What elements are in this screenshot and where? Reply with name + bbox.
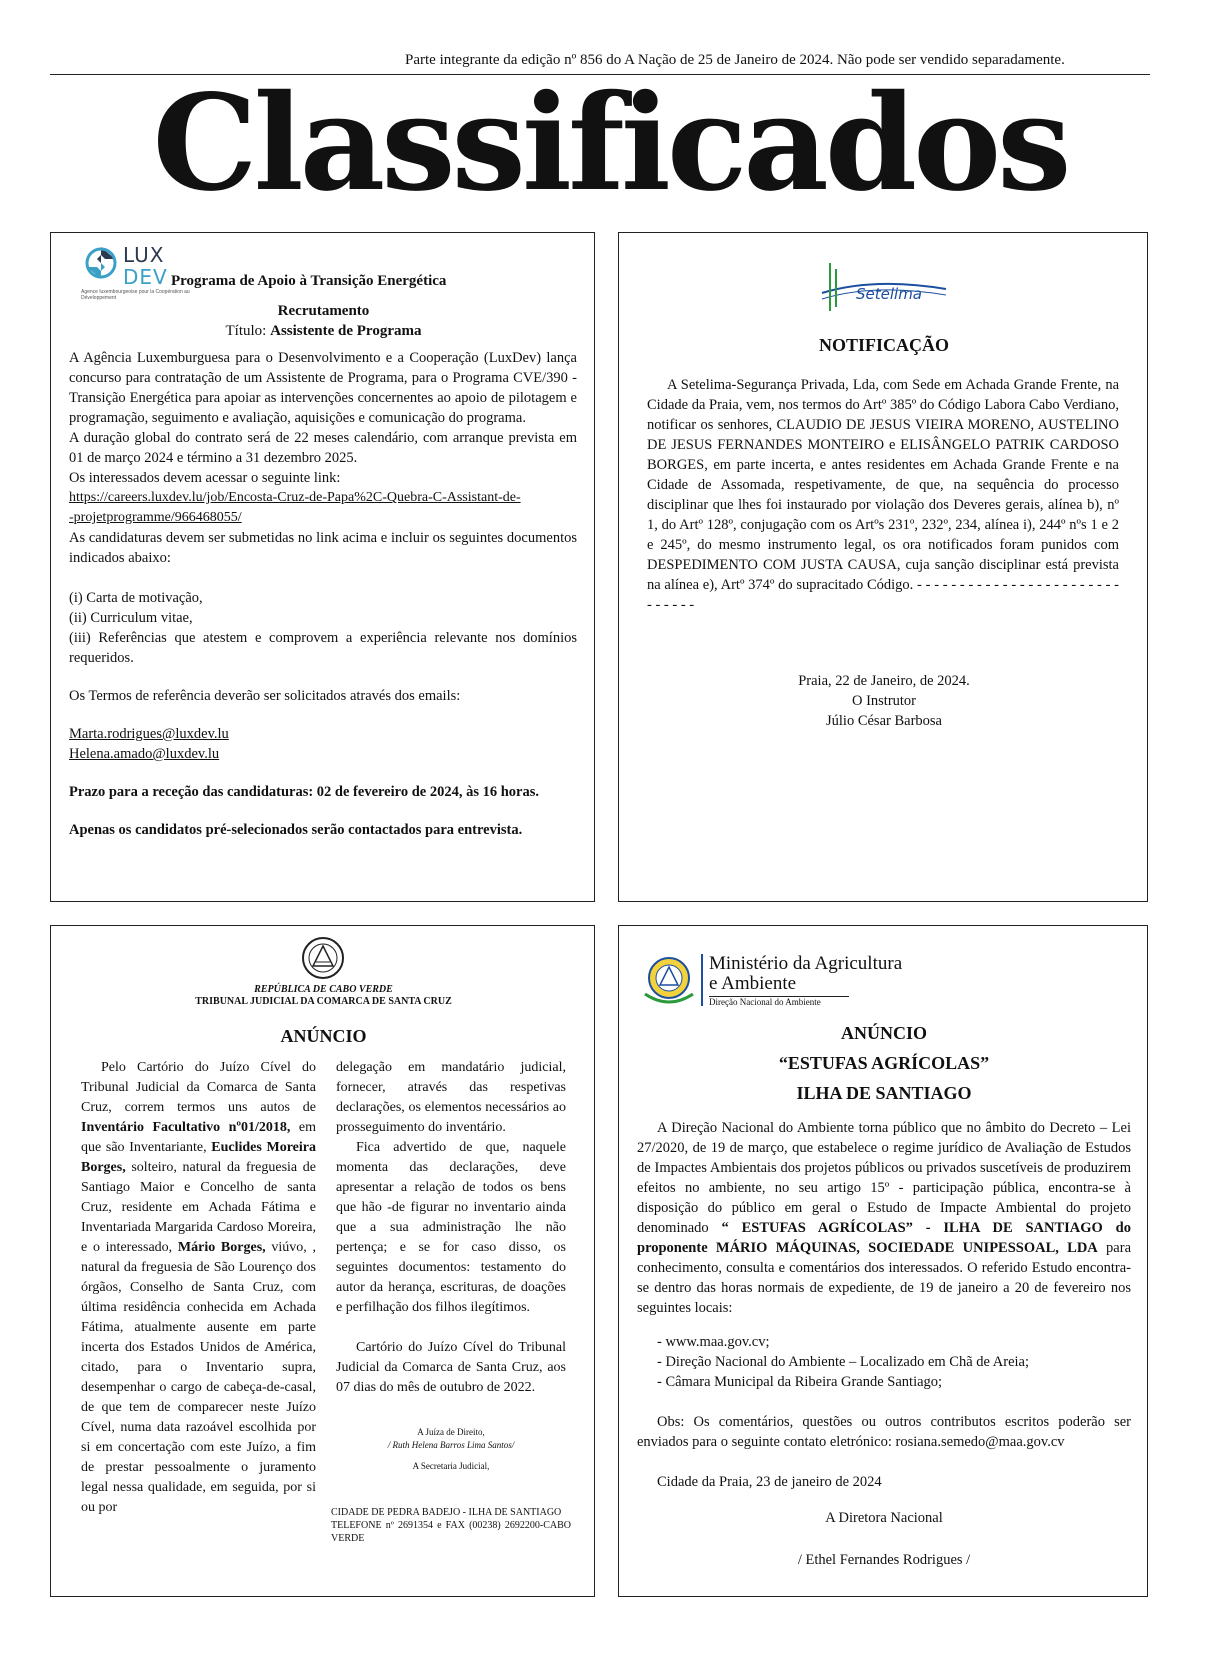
doc-item-1: (i) Carta de motivação, xyxy=(69,590,203,606)
ad-body xyxy=(647,375,1119,615)
obs-text: Obs: Os comentários, questões ou outros contributos escritos poderão ser enviados para o seguinte contato eletrónico: rosiana.semedo@maa.gov.cv xyxy=(637,1414,1131,1450)
ministry-divider xyxy=(701,954,703,1006)
court-address xyxy=(331,1506,571,1545)
ministry-name xyxy=(709,954,902,994)
paragraph-tor: Os Termos de referência deverão ser solicitados através dos emails: xyxy=(69,688,461,704)
ad-heading: NOTIFICAÇÃO xyxy=(818,335,949,355)
paragraph-submission: As candidaturas devem ser submetidas no link acima e incluir os seguintes documentos indicados abaixo: xyxy=(69,530,577,566)
email-link-1[interactable]: Marta.rodrigues@luxdev.lu xyxy=(69,726,229,742)
job-title xyxy=(51,323,596,340)
signature-judge-role: A Juíza de Direito, xyxy=(417,1427,485,1437)
ad-heading: ANÚNCIO xyxy=(280,1026,367,1046)
edition-line: Parte integrante da edição nº 856 do A Nação de 25 de Janeiro de 2024. Não pode ser vendido separadamente. xyxy=(405,52,1065,68)
ad-location: ILHA DE SANTIAGO xyxy=(796,1083,972,1103)
setelima-logo-text: Setelima xyxy=(856,285,922,303)
logo-lux-text: LUX xyxy=(123,243,165,267)
republic-label: REPÚBLICA DE CABO VERDE xyxy=(254,984,393,995)
column-left xyxy=(81,1058,316,1518)
court-label: TRIBUNAL JUDICIAL DA COMARCA DE SANTA CRUZ xyxy=(195,996,452,1007)
ad-heading: Recrutamento xyxy=(277,303,370,319)
doc-item-2: (ii) Curriculum vitae, xyxy=(69,610,193,626)
notification-text: A Setelima-Segurança Privada, Lda, com Sede em Achada Grande Frente, na Cidade da Praia, vem, nos termos do Artº 385º do Código Labora Cabo Verdiano, notificar os senhores, CLAUDIO DE JESUS VIEIRA MORENO, AUSTELINO DE JESUS FERNANDES MONTEIRO e ELISÂNGELO PATRIK CARDOSO BORGES, em parte incerta, e antes residentes em Achada Grande Frente e na Cidade de Assomada, respetivamente, de que, na sequência do processo disciplinar que lhes foi instaurado por violação dos Deveres gerais, alínea b), nº 1, do Artº 128º, conjugação com os Artºs 231º, 232º, 234, alínea i), 244º nºs 1 e 2 e 245º, do mesmo instrumento legal, os ora notificados foram punidos com DESPEDIMENTO COM JUSTA CAUSA, cuja sanção disciplinar está prevista na alínea e), Artº 374º do supracitado Código. - - - - - - - - - - - - - - - - - - - - - - - - - - - - - - xyxy=(647,377,1119,613)
signature-judge-name: / Ruth Helena Barros Lima Santos/ xyxy=(387,1440,515,1450)
masthead-title: Classificados xyxy=(152,66,1068,221)
column-right-text-2: Fica advertido de que, naquele momenta das declarações, deve apresentar a relação de todos os bens que hão -de figurar no inventario ainda que a sua administração lhe não pertença; e se for caso disso, os seguintes documentos: testamento do autor da herança, escrituras, de doações e perfilhação dos filhos ilegítimos. xyxy=(336,1140,566,1315)
signature-role: A Diretora Nacional xyxy=(825,1510,943,1526)
deadline-text: Prazo para a receção das candidaturas: 02 de fevereiro de 2024, às 16 horas. xyxy=(69,784,539,800)
ministry-name-line-2: e Ambiente xyxy=(709,973,797,994)
luxdev-logo-icon xyxy=(81,243,121,283)
ministry-name-line-1: Ministério da Agricultura xyxy=(709,953,903,974)
column-left-text: Pelo Cartório do Juízo Cível do Tribunal Judicial da Comarca de Santa Cruz, correm termos uns autos de Inventário Facultativo nº01/2018, em que são Inventariante, Euclides Moreira Borges, solteiro, natural da freguesia de Santiago Maior e Concelho de santa Cruz, residente em Achada Fátima e Inventariada Margarida Cardoso Moreira, e o interessado, Mário Borges, viúvo, , natural da freguesia de São Lourenço dos órgãos, Conselho de Santa Cruz, com última residência conhecida em Achada Fátima, atualmente ausente em parte incerta dos Estados Unidos de América, citado, para o Inventario supra, desempenhar o cargo de cabeça-de-casal, de que tem de comparecer neste Juízo Cível, numa data razoável escolhida por si em concertação com este Juízo, a fim de prestar pessoalmente o juramento legal nessa qualidade, em seguida, por si ou por xyxy=(81,1060,317,1515)
note-text: Apenas os candidatos pré-selecionados serão contactados para entrevista. xyxy=(69,822,523,838)
location-item-2: - Direção Nacional do Ambiente – Localizado em Chã de Areia; xyxy=(657,1354,1030,1370)
signature-secretary-role: A Secretaria Judicial, xyxy=(412,1461,490,1471)
ad-body xyxy=(69,348,577,840)
ad-setelima xyxy=(618,232,1148,902)
announcement-text: A Direção Nacional do Ambiente torna público que no âmbito do Decreto – Lei 27/2020, de 19 de março, que estabelece o regime jurídico de Avaliação de Estudos de Impactes Ambientais dos projetos públicos ou privados suscetíveis de produzirem efeitos no ambiente, no seu artigo 15º - participação pública, encontra-se à disposição do público em geral o Estudo de Impacte Ambiental do projeto denominado “ ESTUFAS AGRÍCOLAS” - ILHA DE SANTIAGO do proponente MÁRIO MÁQUINAS, SOCIEDADE UNIPESSOAL, LDA para conhecimento, consulta e comentários dos interessados. O referido Estudo encontra-se dentro das horas normais de expediente, de 19 de janeiro a 20 de fevereiro nos seguintes locais: xyxy=(637,1120,1132,1316)
logo-dev-text: DEV xyxy=(123,265,168,289)
tribunal-signature xyxy=(336,1426,566,1473)
column-right-text-1: delegação em mandatário judicial, fornecer, através das respetivas declarações, os elementos necessários ao prosseguimento do inventário. xyxy=(336,1060,566,1135)
setelima-logo xyxy=(814,255,954,315)
column-right xyxy=(336,1058,566,1398)
ad-heading: ANÚNCIO xyxy=(840,1023,927,1043)
signature-role: O Instrutor xyxy=(851,693,917,709)
ad-tribunal xyxy=(50,925,595,1597)
ministry-department: Direção Nacional do Ambiente xyxy=(709,996,849,1007)
job-title-value: Assistente de Programa xyxy=(270,323,422,339)
email-link-2[interactable]: Helena.amado@luxdev.lu xyxy=(69,746,220,762)
cabo-verde-crest-icon xyxy=(639,954,699,1006)
logo-subtitle: Agence luxembourgeoise pour la Coopération au Développement xyxy=(81,289,190,301)
court-address-line-1: CIDADE DE PEDRA BADEJO - ILHA DE SANTIAGO xyxy=(331,1507,562,1518)
ad-body xyxy=(637,1118,1131,1570)
location-item-1: - www.maa.gov.cv; xyxy=(657,1334,770,1350)
program-name: Programa de Apoio à Transição Energética xyxy=(171,273,447,289)
signature-name: / Ethel Fernandes Rodrigues / xyxy=(797,1552,971,1568)
ad-ministerio xyxy=(618,925,1148,1597)
doc-item-3: (iii) Referências que atestem e comprovem a experiência relevante nos domínios requeridos. xyxy=(69,630,577,666)
location-item-3: - Câmara Municipal da Ribeira Grande Santiago; xyxy=(657,1374,943,1390)
paragraph-duration: A duração global do contrato será de 22 meses calendário, com arranque prevista em 01 de março 2024 e término a 31 dezembro 2025. xyxy=(69,430,577,466)
paragraph-link-intro: Os interessados devem acessar o seguinte link: xyxy=(69,470,341,486)
cabo-verde-crest-icon xyxy=(301,936,345,980)
signature-name: Júlio César Barbosa xyxy=(826,713,942,729)
paragraph-intro: A Agência Luxemburguesa para o Desenvolvimento e a Cooperação (LuxDev) lança concurso para contratação de um Assistente de Programa, para o Programa CVE/390 - Transição Energética para apoiar as intervenções concernentes ao apoio de pilotagem e programação, seguimento e avaliação, aquisições e comunicação do programa. xyxy=(69,350,577,426)
job-link[interactable]: https://careers.luxdev.lu/job/Encosta-Cruz-de-Papa%2C-Quebra-C-Assistant-de- -projetprogramme/966468055/ xyxy=(69,490,521,525)
ad-headings xyxy=(619,1018,1149,1108)
signature-date: Praia, 22 de Janeiro, de 2024. xyxy=(798,673,970,689)
court-address-line-2: TELEFONE nº 2691354 e FAX (00238) 2692200-CABO VERDE xyxy=(331,1520,571,1544)
column-right-text-3: Cartório do Juízo Cível do Tribunal Judicial da Comarca de Santa Cruz, aos 07 dias do mês de outubro de 2022. xyxy=(336,1340,566,1395)
signature-date: Cidade da Praia, 23 de janeiro de 2024 xyxy=(657,1474,882,1490)
job-title-label: Título: xyxy=(225,323,267,339)
ad-luxdev xyxy=(50,232,595,902)
ad-subheading: “ESTUFAS AGRÍCOLAS” xyxy=(778,1053,990,1073)
signature-block xyxy=(619,671,1149,731)
